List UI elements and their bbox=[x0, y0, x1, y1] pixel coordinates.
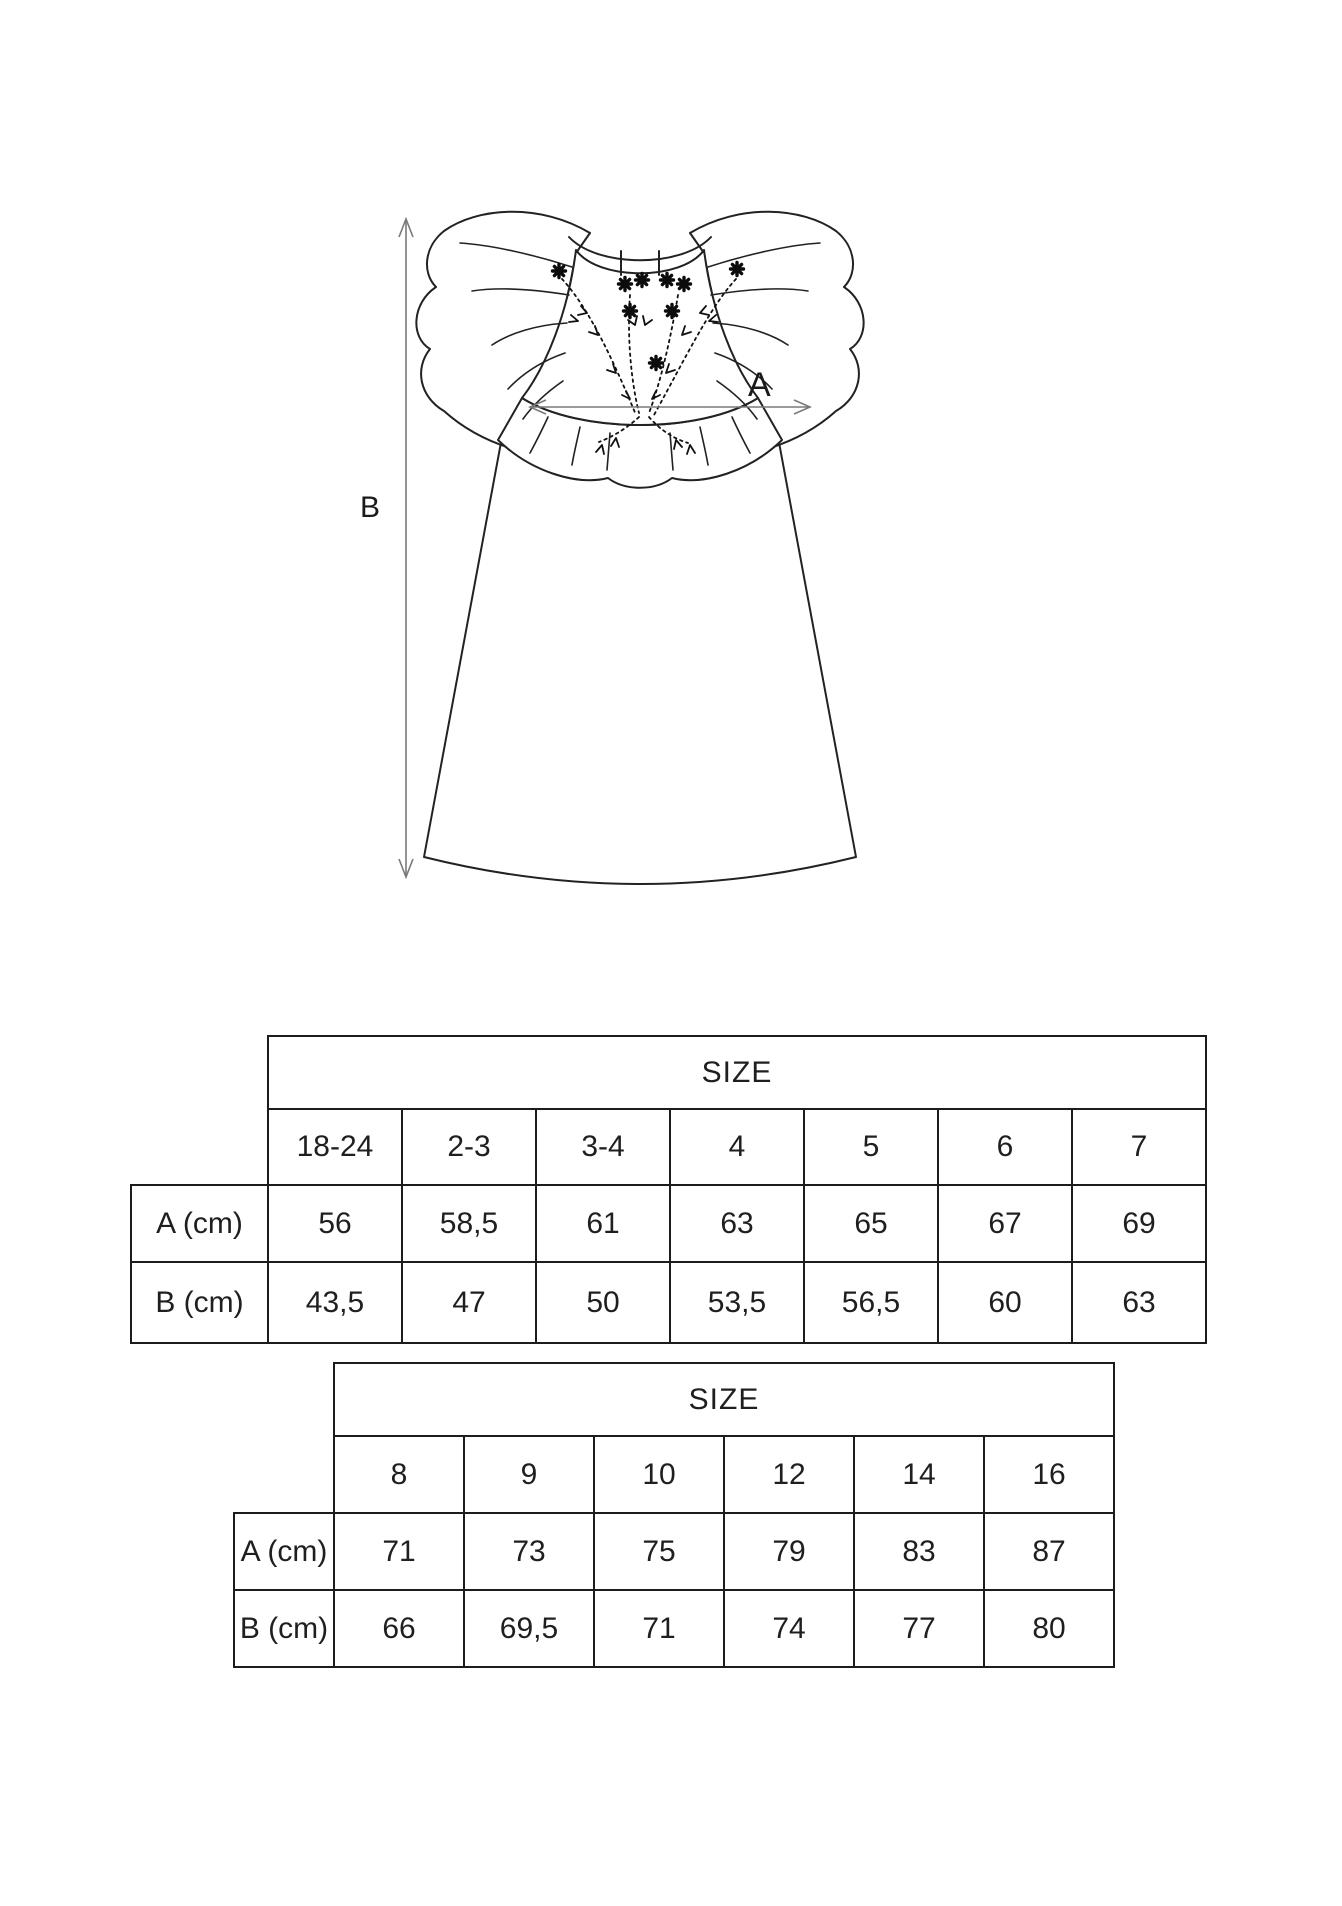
measurement-value-cell: 43,5 bbox=[268, 1262, 402, 1343]
empty-corner-cell bbox=[131, 1036, 268, 1109]
measurement-value-cell: 87 bbox=[984, 1513, 1114, 1590]
size-value-cell: 7 bbox=[1072, 1109, 1206, 1185]
size-header-cell: SIZE bbox=[334, 1363, 1114, 1436]
measurement-a-row bbox=[131, 1185, 1206, 1262]
dress-skirt bbox=[424, 437, 856, 884]
measurement-value-cell: 74 bbox=[724, 1590, 854, 1667]
size-value-cell: 4 bbox=[670, 1109, 804, 1185]
width-measure-label: A bbox=[748, 366, 771, 404]
measurement-value-cell: 58,5 bbox=[402, 1185, 536, 1262]
size-value-cell: 6 bbox=[938, 1109, 1072, 1185]
measurement-value-cell: 61 bbox=[536, 1185, 670, 1262]
size-value-cell: 12 bbox=[724, 1436, 854, 1513]
row-label-cell: A (cm) bbox=[131, 1185, 268, 1262]
measurement-value-cell: 50 bbox=[536, 1262, 670, 1343]
button-placket bbox=[621, 251, 659, 275]
measurement-value-cell: 69,5 bbox=[464, 1590, 594, 1667]
measurement-value-cell: 47 bbox=[402, 1262, 536, 1343]
measurement-value-cell: 66 bbox=[334, 1590, 464, 1667]
measurement-value-cell: 53,5 bbox=[670, 1262, 804, 1343]
measurement-a-row bbox=[234, 1513, 1114, 1590]
size-chart-top bbox=[130, 1035, 1207, 1344]
row-label-cell: A (cm) bbox=[234, 1513, 334, 1590]
measurement-b-row bbox=[131, 1262, 1206, 1343]
measurement-value-cell: 77 bbox=[854, 1590, 984, 1667]
size-value-cell: 16 bbox=[984, 1436, 1114, 1513]
empty-corner-cell bbox=[131, 1109, 268, 1185]
empty-corner-cell bbox=[234, 1436, 334, 1513]
row-label-cell: B (cm) bbox=[131, 1262, 268, 1343]
measurement-value-cell: 56,5 bbox=[804, 1262, 938, 1343]
measurement-value-cell: 67 bbox=[938, 1185, 1072, 1262]
size-value-cell: 3-4 bbox=[536, 1109, 670, 1185]
measurement-value-cell: 73 bbox=[464, 1513, 594, 1590]
measurement-value-cell: 56 bbox=[268, 1185, 402, 1262]
measurement-value-cell: 83 bbox=[854, 1513, 984, 1590]
size-row bbox=[131, 1109, 1206, 1185]
measurement-value-cell: 63 bbox=[1072, 1262, 1206, 1343]
empty-corner-cell bbox=[234, 1363, 334, 1436]
row-label-cell: B (cm) bbox=[234, 1590, 334, 1667]
measurement-value-cell: 60 bbox=[938, 1262, 1072, 1343]
size-value-cell: 2-3 bbox=[402, 1109, 536, 1185]
size-value-cell: 8 bbox=[334, 1436, 464, 1513]
size-value-cell: 10 bbox=[594, 1436, 724, 1513]
measurement-value-cell: 69 bbox=[1072, 1185, 1206, 1262]
size-row bbox=[234, 1436, 1114, 1513]
measurement-value-cell: 71 bbox=[594, 1590, 724, 1667]
size-header-cell: SIZE bbox=[268, 1036, 1206, 1109]
measurement-value-cell: 75 bbox=[594, 1513, 724, 1590]
neckline bbox=[569, 237, 711, 260]
measurement-b-row bbox=[234, 1590, 1114, 1667]
size-value-cell: 14 bbox=[854, 1436, 984, 1513]
size-value-cell: 5 bbox=[804, 1109, 938, 1185]
size-value-cell: 9 bbox=[464, 1436, 594, 1513]
measurement-value-cell: 65 bbox=[804, 1185, 938, 1262]
measurement-value-cell: 79 bbox=[724, 1513, 854, 1590]
dress-technical-drawing bbox=[340, 195, 940, 905]
size-value-cell: 18-24 bbox=[268, 1109, 402, 1185]
size-chart-bottom bbox=[233, 1362, 1115, 1668]
length-measure-label: B bbox=[360, 491, 381, 524]
measurement-value-cell: 71 bbox=[334, 1513, 464, 1590]
measurement-value-cell: 63 bbox=[670, 1185, 804, 1262]
measurement-value-cell: 80 bbox=[984, 1590, 1114, 1667]
